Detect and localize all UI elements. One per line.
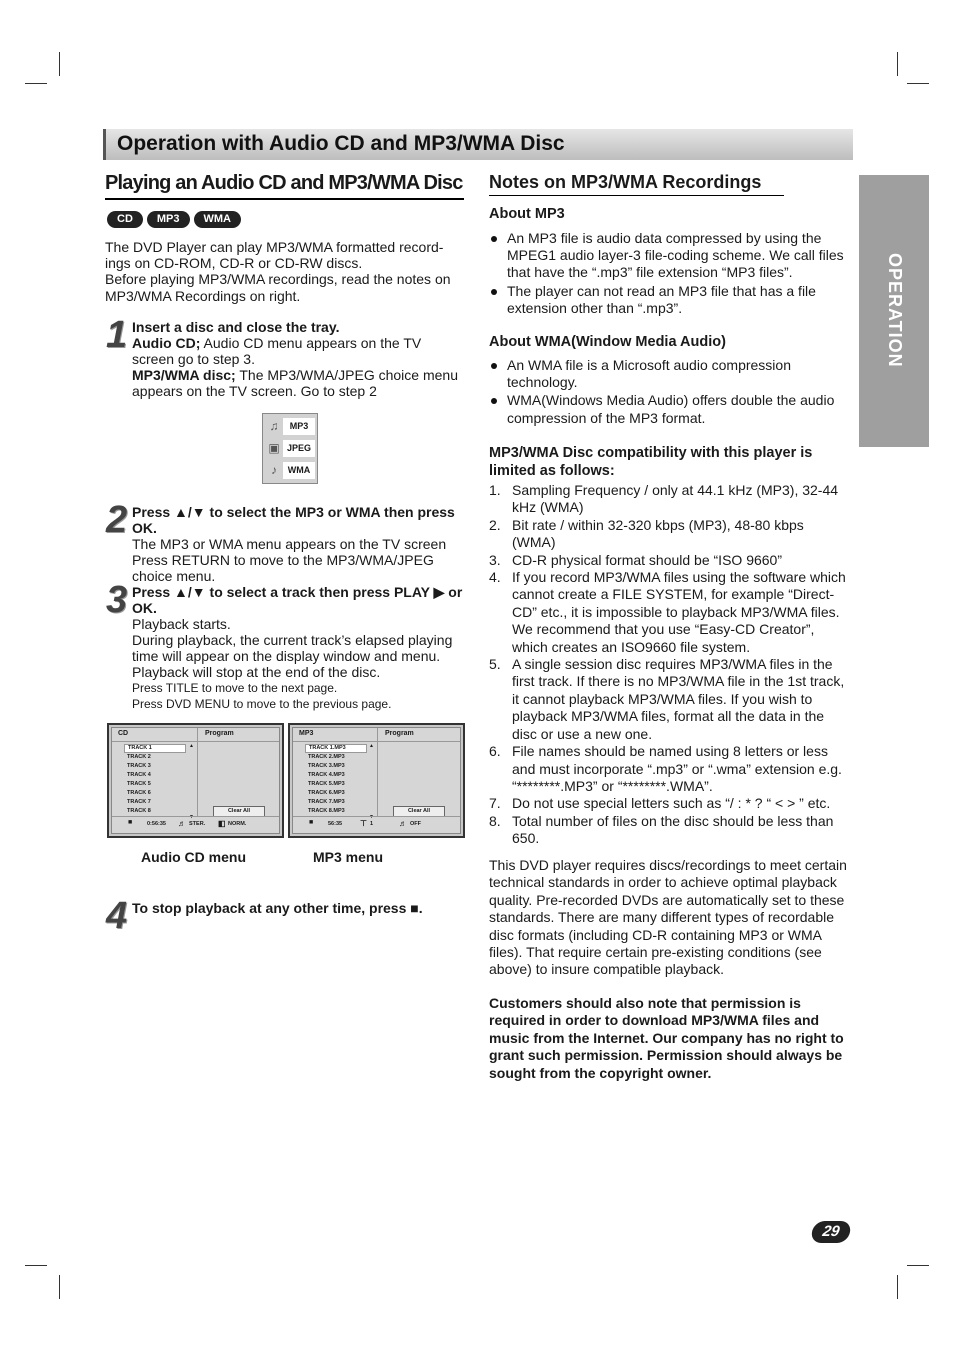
list-item: 3. CD-R physical format should be “ISO 9660” <box>489 551 782 568</box>
track-item[interactable]: TRACK 1 <box>124 744 186 753</box>
list-item: 2. Bit rate / within 32-320 kbps (MP3), 48-80 kbps (WMA) <box>489 516 804 551</box>
list-item: WMA(Windows Media Audio) offers double the audio compression of the MP3 format. <box>489 392 851 426</box>
step-3-body-1: Playback starts. <box>132 616 231 632</box>
choice-item-jpeg[interactable] <box>265 438 315 458</box>
disc-badge-wma: WMA <box>194 211 242 228</box>
step-number-2: 2 <box>106 499 128 541</box>
track-item[interactable]: TRACK 6.MP3 <box>308 790 345 796</box>
standards-paragraph: This DVD player requires discs/recordings to meet certain technical standards in order to achieve optimal playback quality. Pre-recorded DVDs are automatically set to these standards. There are many different types of recordable disc formats (including CD-R containing MP3 or WMA files). That require certain pre-existing conditions (see above) to insure compatible playback. <box>489 857 847 978</box>
step-number-4: 4 <box>106 895 128 937</box>
about-mp3-list <box>489 230 851 318</box>
track-item[interactable]: TRACK 6 <box>127 790 151 796</box>
compat-list <box>489 482 851 848</box>
picture-icon: ▣ <box>268 441 280 455</box>
sound-mode: NORM. <box>228 821 247 827</box>
step-3-heading: Press ▲/▼ to select a track then press PLAY ▶ or OK. <box>132 584 463 616</box>
step-4-heading: To stop playback at any other time, press ■. <box>132 900 423 916</box>
step-3-note-1: Press TITLE to move to the next page. <box>132 681 338 695</box>
step-1-cd-label: Audio CD; <box>132 335 201 351</box>
scroll-down-icon[interactable]: ▼ <box>189 814 194 820</box>
step-number-3: 3 <box>106 579 128 621</box>
crop-mark <box>25 1265 47 1266</box>
choice-label: JPEG <box>283 440 315 457</box>
intro-paragraph-2: Before playing MP3/WMA recordings, read the notes on MP3/WMA Recordings on right. <box>105 271 451 304</box>
track-item[interactable]: TRACK 2 <box>127 754 151 760</box>
clear-all-button[interactable]: Clear All <box>393 806 445 817</box>
choice-item-mp3[interactable] <box>265 416 315 436</box>
page-number: 29 <box>810 1221 852 1243</box>
stop-icon: ■ <box>128 819 133 826</box>
step-3-note-2: Press DVD MENU to move to the previous page. <box>132 697 392 711</box>
intro-paragraph-1: The DVD Player can play MP3/WMA formatted record-ings on CD-ROM, CD-R or CD-RW discs. <box>105 239 444 272</box>
track-item[interactable]: TRACK 8.MP3 <box>308 808 345 814</box>
banner-title: Operation with Audio CD and MP3/WMA Disc <box>117 132 565 155</box>
list-item: 7. Do not use special letters such as “/ : * ? “ < > ” etc. <box>489 795 831 812</box>
track-item[interactable]: TRACK 4 <box>127 772 151 778</box>
page-banner <box>103 129 853 160</box>
stop-icon: ■ <box>309 819 314 826</box>
mp3-menu-screen <box>288 723 465 838</box>
section-side-tab <box>859 175 929 447</box>
list-item: An MP3 file is audio data compressed by using the MPEG1 audio layer-3 file-coding scheme. We call files that have the “.mp3” file extension “MP3 files”. <box>489 230 851 282</box>
choice-label: MP3 <box>283 418 315 435</box>
disc-badge-mp3: MP3 <box>147 211 190 228</box>
elapsed-time: 56:35 <box>328 821 343 827</box>
section-title: Playing an Audio CD and MP3/WMA Disc <box>105 172 464 200</box>
list-item: The player can not read an MP3 file that has a file extension other than “.mp3”. <box>489 283 851 317</box>
audio-cd-menu-caption: Audio CD menu <box>141 849 246 865</box>
disc-badges <box>107 211 241 228</box>
clear-all-button[interactable]: Clear All <box>213 806 265 817</box>
about-wma-heading: About WMA(Window Media Audio) <box>489 334 726 350</box>
screen-head-left: MP3 <box>299 730 314 737</box>
list-item: 5. A single session disc requires MP3/WMA files in the first track. If there is no MP3/WMA file in the 1st track, it cannot playback MP3/WMA files. If you wish to playback MP3/WMA files, format all the data in the disc or use a new one. <box>489 656 845 742</box>
compat-heading: MP3/WMA Disc compatibility with this player is limited as follows: <box>489 445 813 479</box>
scroll-down-icon[interactable]: ▼ <box>369 814 374 820</box>
screen-head-left: CD <box>118 730 129 737</box>
track-item[interactable]: TRACK 5.MP3 <box>308 781 345 787</box>
step-2-heading: Press ▲/▼ to select the MP3 or WMA then press OK. <box>132 504 455 536</box>
screen-head-right: Program <box>385 730 414 737</box>
crop-mark <box>25 83 47 84</box>
filter-icon: ⊤ <box>360 819 367 828</box>
step-2-body-1: The MP3 or WMA menu appears on the TV screen <box>132 536 447 552</box>
step-1-mp3-text: The MP3/WMA/JPEG choice menu appears on the TV screen. Go to step 2 <box>132 367 458 399</box>
scroll-up-icon[interactable]: ▲ <box>189 743 194 749</box>
track-item[interactable]: TRACK 2.MP3 <box>308 754 345 760</box>
side-tab-label: OPERATION <box>885 253 905 368</box>
track-item[interactable]: TRACK 5 <box>127 781 151 787</box>
list-item: 6. File names should be named using 8 letters or less and must incorporate “.mp3” or “.wma” extension e.g. “********.MP3” or “********.WMA”. <box>489 743 842 794</box>
step-1-heading: Insert a disc and close the tray. <box>132 319 340 335</box>
choice-label: WMA <box>283 462 315 479</box>
crop-mark <box>59 1275 60 1299</box>
track-item[interactable]: TRACK 7.MP3 <box>308 799 345 805</box>
step-1 <box>132 319 467 399</box>
choice-item-wma[interactable] <box>265 460 315 480</box>
audio-mode: STER. <box>189 821 206 827</box>
filter-value: 1 <box>370 821 374 827</box>
crop-mark <box>897 52 898 76</box>
file-type-choice-menu <box>262 413 318 484</box>
music-note-icon: ♪ <box>271 463 277 477</box>
audio-icon: ♬ <box>399 819 407 828</box>
step-2-body-2: Press RETURN to move to the MP3/WMA/JPEG choice menu. <box>132 552 434 584</box>
track-item[interactable]: TRACK 3 <box>127 763 151 769</box>
list-item: 4. If you record MP3/WMA files using the software which cannot create a FILE SYSTEM, for example “Direct-CD” etc., it is impossible to playback MP3/WMA files. We recommend that you use “Easy-CD Creator”, which creates an ISO9660 file system. <box>489 569 846 655</box>
track-item[interactable]: TRACK 1.MP3 <box>305 744 367 753</box>
audio-cd-menu-screen <box>107 723 284 838</box>
disc-badge-cd: CD <box>107 211 143 228</box>
copyright-notice: Customers should also note that permission is required in order to download MP3/WMA files and music from the Internet. Our company has no right to grant such permission. Permission should always be sought from the copyright owner. <box>489 995 844 1081</box>
notes-title: Notes on MP3/WMA Recordings <box>489 172 784 196</box>
step-2 <box>132 504 467 584</box>
intro-text <box>105 239 465 304</box>
list-item: 1. Sampling Frequency / only at 44.1 kHz (MP3), 32-44 kHz (WMA) <box>489 482 839 516</box>
track-item[interactable]: TRACK 3.MP3 <box>308 763 345 769</box>
audio-icon: ♬ <box>178 819 186 828</box>
track-item[interactable]: TRACK 8 <box>127 808 151 814</box>
mp3-menu-caption: MP3 menu <box>313 849 384 865</box>
music-note-icon: ♫ <box>269 419 279 433</box>
crop-mark <box>907 1265 929 1266</box>
step-number-1: 1 <box>106 314 128 356</box>
crop-mark <box>897 1275 898 1299</box>
crop-mark <box>907 83 929 84</box>
sound-mode: OFF <box>410 821 421 827</box>
track-item[interactable]: TRACK 7 <box>127 799 151 805</box>
list-item: An WMA file is a Microsoft audio compression technology. <box>489 357 851 391</box>
elapsed-time: 0:56:35 <box>147 821 166 827</box>
step-3-body-2: During playback, the current track’s elapsed playing time will appear on the display window and menu. Playback will stop at the end of the disc. <box>132 632 453 680</box>
step-3 <box>132 584 467 712</box>
scroll-up-icon[interactable]: ▲ <box>369 743 374 749</box>
step-1-cd-text: Audio CD menu appears on the TV screen go to step 3. <box>132 335 422 367</box>
step-1-mp3-label: MP3/WMA disc; <box>132 367 236 383</box>
track-item[interactable]: TRACK 4.MP3 <box>308 772 345 778</box>
list-item: 8. Total number of files on the disc should be less than 650. <box>489 812 834 847</box>
screen-head-right: Program <box>205 730 234 737</box>
speaker-icon: ◧ <box>218 819 226 828</box>
about-mp3-heading: About MP3 <box>489 206 565 222</box>
about-wma-list <box>489 357 851 428</box>
crop-mark <box>59 52 60 76</box>
